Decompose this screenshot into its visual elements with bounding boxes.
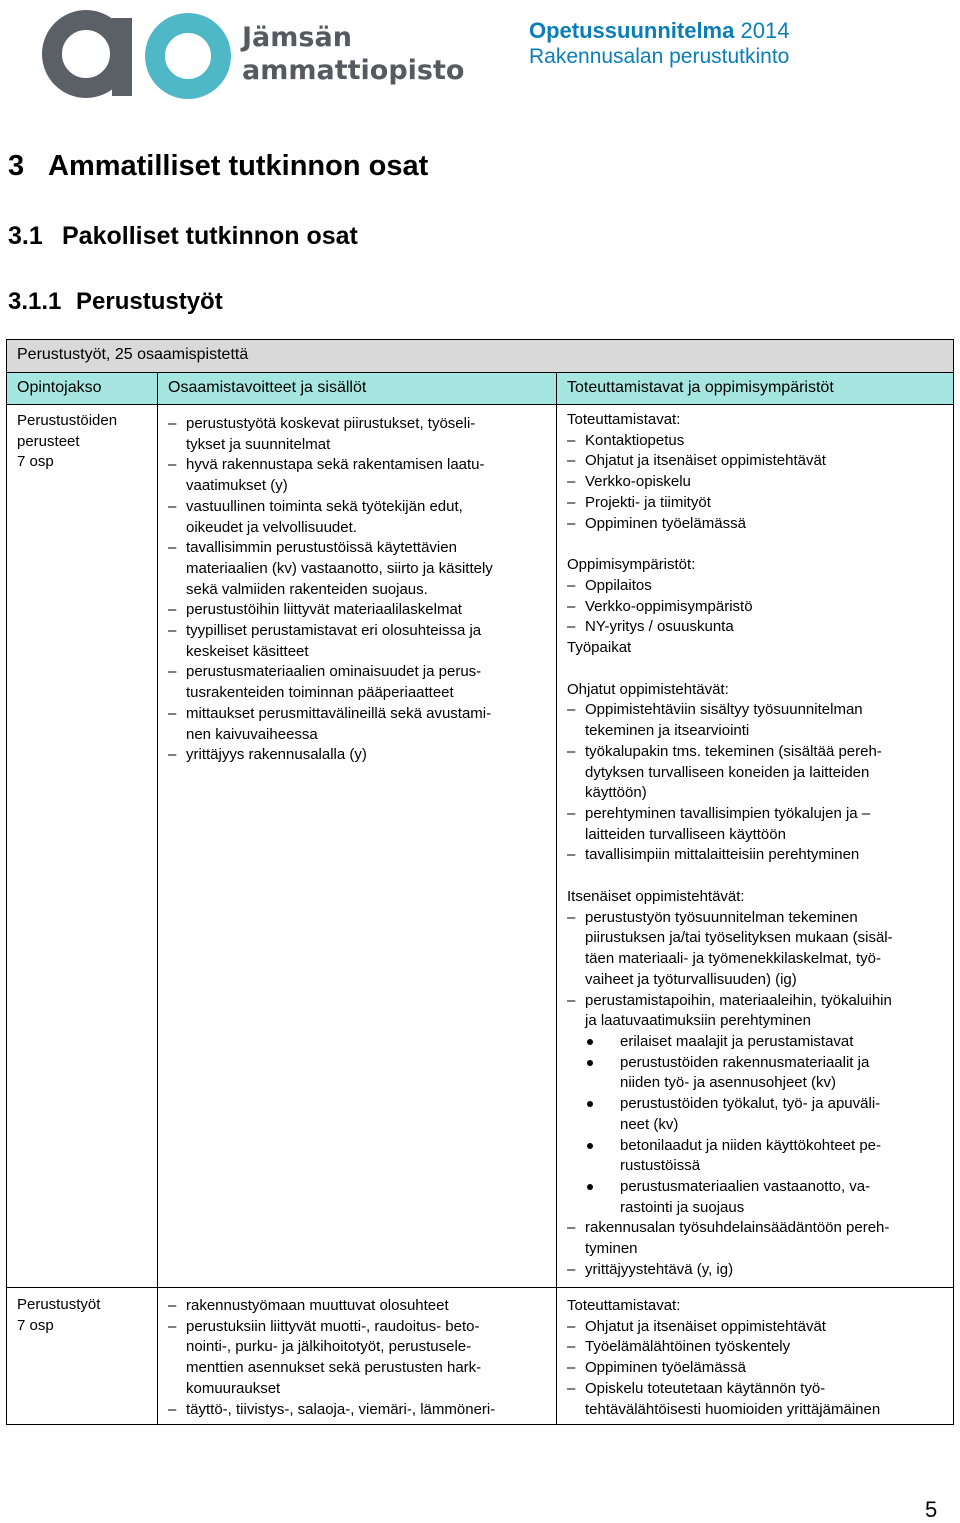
text-line: mittaukset perusmittavälineillä sekä avustami-: [186, 704, 492, 722]
list-item: [168, 1317, 553, 1400]
section-title: Ohjatut oppimistehtävät:: [567, 680, 729, 698]
row-divider: [7, 1287, 953, 1288]
header-title: Opetussuunnitelma: [529, 18, 735, 43]
text-line: tyminen: [585, 1240, 638, 1258]
text-line: perustuksiin liittyvät muotti-, raudoitus- beto-: [186, 1317, 480, 1335]
text-line: Oppimistehtäviin sisältyy työsuunnitelman: [585, 701, 863, 719]
table-caption: Perustustyöt, 25 osaamispistettä: [17, 346, 249, 363]
text-line: Projekti- ja tiimityöt: [585, 493, 711, 511]
text-line: Kontaktiopetus: [585, 431, 685, 449]
text-line: käyttöön): [585, 784, 647, 802]
text-line: niiden työ- ja asennusohjeet (kv): [620, 1074, 836, 1092]
text-line: perustamistapoihin, materiaaleihin, työkaluihin: [585, 991, 892, 1009]
logo-text-line2: ammattiopisto: [242, 55, 465, 86]
dash-list: [567, 431, 947, 535]
heading-level-2: [8, 222, 358, 251]
section-title: Toteuttamistavat:: [567, 1297, 681, 1314]
text-line: erilaiset maalajit ja perustamistavat: [620, 1032, 854, 1050]
list-item: [567, 1317, 947, 1338]
column-divider: [556, 373, 557, 1425]
text-line: tykset ja suunnitelmat: [186, 435, 331, 453]
column-header-course: Opintojakso: [17, 379, 102, 396]
heading-number: 3.1.1: [8, 288, 62, 315]
list-item: [620, 1136, 947, 1177]
column-header-goals: Osaamistavoitteet ja sisällöt: [168, 379, 367, 396]
table-header-row: [7, 373, 953, 405]
text-line: betonilaadut ja niiden käyttökohteet pe-: [620, 1136, 882, 1154]
dash-list: [567, 1218, 947, 1280]
text-line: täyttö-, tiivistys-, salaoja-, viemäri-, lämmöneri-: [186, 1400, 496, 1418]
dash-list: [168, 414, 553, 766]
list-item: [567, 597, 947, 618]
header-year: 2014: [740, 18, 790, 43]
text-line: rastointi ja suojaus: [620, 1198, 745, 1216]
course-name-cell: [17, 1295, 152, 1336]
text-line: perustustyön työsuunnitelman tekeminen: [585, 908, 858, 926]
list-item: [567, 617, 947, 638]
list-item: [567, 991, 947, 1032]
section-title: Toteuttamistavat:: [567, 411, 681, 428]
text-line: tyypilliset perustamistavat eri olosuhteissa ja: [186, 622, 482, 640]
course-name-line: 7 osp: [17, 1316, 54, 1334]
text-line: Ohjatut ja itsenäiset oppimistehtävät: [585, 452, 826, 470]
heading-text: Pakolliset tutkinnon osat: [62, 222, 358, 250]
goals-cell: [168, 1296, 553, 1420]
list-item: [567, 1379, 947, 1420]
text-line: tehtävälähtöisesti huomioiden yrittäjämäinen: [585, 1400, 881, 1418]
text-line: Oppiminen työelämässä: [585, 1359, 746, 1377]
text-line: Oppiminen työelämässä: [585, 514, 746, 532]
list-item: [620, 1094, 947, 1135]
text-line: rakennustyömaan muuttuvat olosuhteet: [186, 1297, 449, 1314]
heading-number: 3.1: [8, 222, 43, 250]
list-item: [168, 704, 553, 745]
text-line: Ohjatut ja itsenäiset oppimistehtävät: [585, 1317, 826, 1335]
list-item: [168, 600, 553, 621]
text-line: ja laatuvaatimuksiin perehtyminen: [585, 1012, 811, 1030]
document-header: [529, 18, 789, 70]
text-line: laitteiden turvalliseen käyttöön: [585, 825, 786, 843]
goals-cell: [168, 414, 553, 766]
column-divider: [157, 373, 158, 1425]
list-item: [567, 700, 947, 741]
list-item: [567, 1337, 947, 1358]
text-line: rustustöissä: [620, 1157, 701, 1175]
text-line: vaatimukset (y): [186, 477, 288, 495]
list-item: [567, 576, 947, 597]
list-item: [567, 1260, 947, 1281]
text-line: piirustuksen ja/tai työselityksen mukaan (sisäl-: [585, 929, 893, 947]
text-line: keskeiset käsitteet: [186, 642, 309, 660]
text-line: menttien asennukset sekä perustusten hark-: [186, 1359, 482, 1377]
course-name-line: 7 osp: [17, 453, 54, 471]
list-item: [620, 1177, 947, 1218]
list-item: [620, 1032, 947, 1053]
list-item: [567, 472, 947, 493]
text-line: perustustöihin liittyvät materiaalilaskelmat: [186, 601, 462, 619]
text-line: yrittäjyys rakennusalalla (y): [186, 746, 367, 764]
text-line: Työelämälähtöinen työskentely: [585, 1338, 791, 1356]
text-line: tavallisimmin perustustöissä käytettävien: [186, 539, 457, 557]
section-note: Työpaikat: [567, 639, 632, 657]
text-line: vaiheet ja työturvallisuuden) (ig): [585, 970, 797, 988]
list-item: [168, 538, 553, 600]
list-item: [567, 804, 947, 845]
logo: [28, 4, 465, 100]
text-line: nen kaivuvaiheessa: [186, 725, 318, 743]
page-number: 5: [925, 1497, 938, 1522]
bullet-list: [567, 1032, 947, 1218]
header-subtitle: Rakennusalan perustutkinto: [529, 45, 790, 68]
text-line: yrittäjyystehtävä (y, ig): [585, 1260, 734, 1278]
list-item: [168, 745, 553, 766]
course-name-line: Perustustöiden: [17, 412, 118, 429]
list-item: [567, 1218, 947, 1259]
text-line: nointi-, purku- ja jälkihoitotyöt, perustusele-: [186, 1338, 472, 1356]
curriculum-table: [6, 339, 954, 1425]
text-line: täen materiaali- ja työmenekkilaskelmat, työ-: [585, 950, 881, 968]
heading-level-1: [8, 150, 428, 183]
dash-list: [567, 1317, 947, 1421]
list-item: [567, 451, 947, 472]
list-item: [567, 514, 947, 535]
course-name-cell: [17, 411, 152, 473]
heading-text: Ammatilliset tutkinnon osat: [48, 150, 429, 182]
text-line: työkalupakin tms. tekeminen (sisältää pereh-: [585, 742, 882, 760]
methods-cell: [567, 1296, 947, 1420]
text-line: materiaalien (kv) vastaanotto, siirto ja käsittely: [186, 559, 493, 577]
dash-list: [567, 700, 947, 866]
text-line: perustustöiden työkalut, työ- ja apuväli-: [620, 1095, 881, 1113]
section-title: Itsenäiset oppimistehtävät:: [567, 888, 745, 906]
list-item: [620, 1053, 947, 1094]
text-line: hyvä rakennustapa sekä rakentamisen laatu-: [186, 456, 485, 474]
text-line: tavallisimpiin mittalaitteisiin perehtyminen: [585, 846, 860, 864]
heading-text: Perustustyöt: [76, 288, 223, 315]
text-line: komuuraukset: [186, 1379, 281, 1397]
text-line: oikeudet ja velvollisuudet.: [186, 518, 357, 536]
section-title: Oppimisympäristöt:: [567, 556, 696, 574]
list-item: [567, 845, 947, 866]
text-line: Oppilaitos: [585, 576, 652, 594]
list-item: [168, 455, 553, 496]
list-item: [168, 621, 553, 662]
text-line: NY-yritys / osuuskunta: [585, 618, 734, 636]
list-item: [567, 493, 947, 514]
heading-level-3: [8, 288, 223, 316]
text-line: perustusmateriaalien ominaisuudet ja perus-: [186, 663, 482, 681]
dash-list: [567, 908, 947, 1032]
text-line: perustustöiden rakennusmateriaalit ja: [620, 1053, 870, 1071]
table-caption-row: [7, 340, 953, 373]
dash-list: [168, 1296, 553, 1420]
methods-cell: [567, 410, 947, 1280]
text-line: sekä valmiiden rakenteiden suojaus.: [186, 580, 428, 598]
list-item: [168, 1296, 553, 1317]
text-line: tusrakenteiden toiminnan pääperiaatteet: [186, 684, 454, 702]
text-line: rakennusalan työsuhdelainsäädäntöön pereh-: [585, 1219, 890, 1237]
logo-text-line1: Jämsän: [242, 22, 352, 53]
text-line: perustustyötä koskevat piirustukset, työseli-: [186, 415, 476, 432]
dash-list: [567, 576, 947, 638]
list-item: [168, 497, 553, 538]
logo-mark-icon: [28, 4, 238, 100]
list-item: [168, 1400, 553, 1421]
course-name-line: Perustustyöt: [17, 1296, 101, 1313]
column-header-methods: Toteuttamistavat ja oppimisympäristöt: [567, 379, 834, 396]
text-line: Opiskelu toteutetaan käytännön työ-: [585, 1379, 826, 1397]
text-line: tekeminen ja itsearviointi: [585, 722, 750, 740]
text-line: perehtyminen tavallisimpien työkalujen ja –: [585, 804, 871, 822]
text-line: neet (kv): [620, 1115, 679, 1133]
list-item: [168, 414, 553, 455]
heading-number: 3: [8, 150, 25, 182]
text-line: Verkko-opiskelu: [585, 473, 691, 491]
course-name-line: perusteet: [17, 432, 80, 450]
text-line: vastuullinen toiminta sekä työtekijän edut,: [186, 497, 463, 515]
list-item: [168, 662, 553, 703]
list-item: [567, 431, 947, 452]
text-line: dytyksen turvalliseen koneiden ja laitteiden: [585, 763, 870, 781]
list-item: [567, 908, 947, 991]
list-item: [567, 742, 947, 804]
text-line: perustusmateriaalien vastaanotto, va-: [620, 1177, 871, 1195]
text-line: Verkko-oppimisympäristö: [585, 597, 753, 615]
list-item: [567, 1358, 947, 1379]
